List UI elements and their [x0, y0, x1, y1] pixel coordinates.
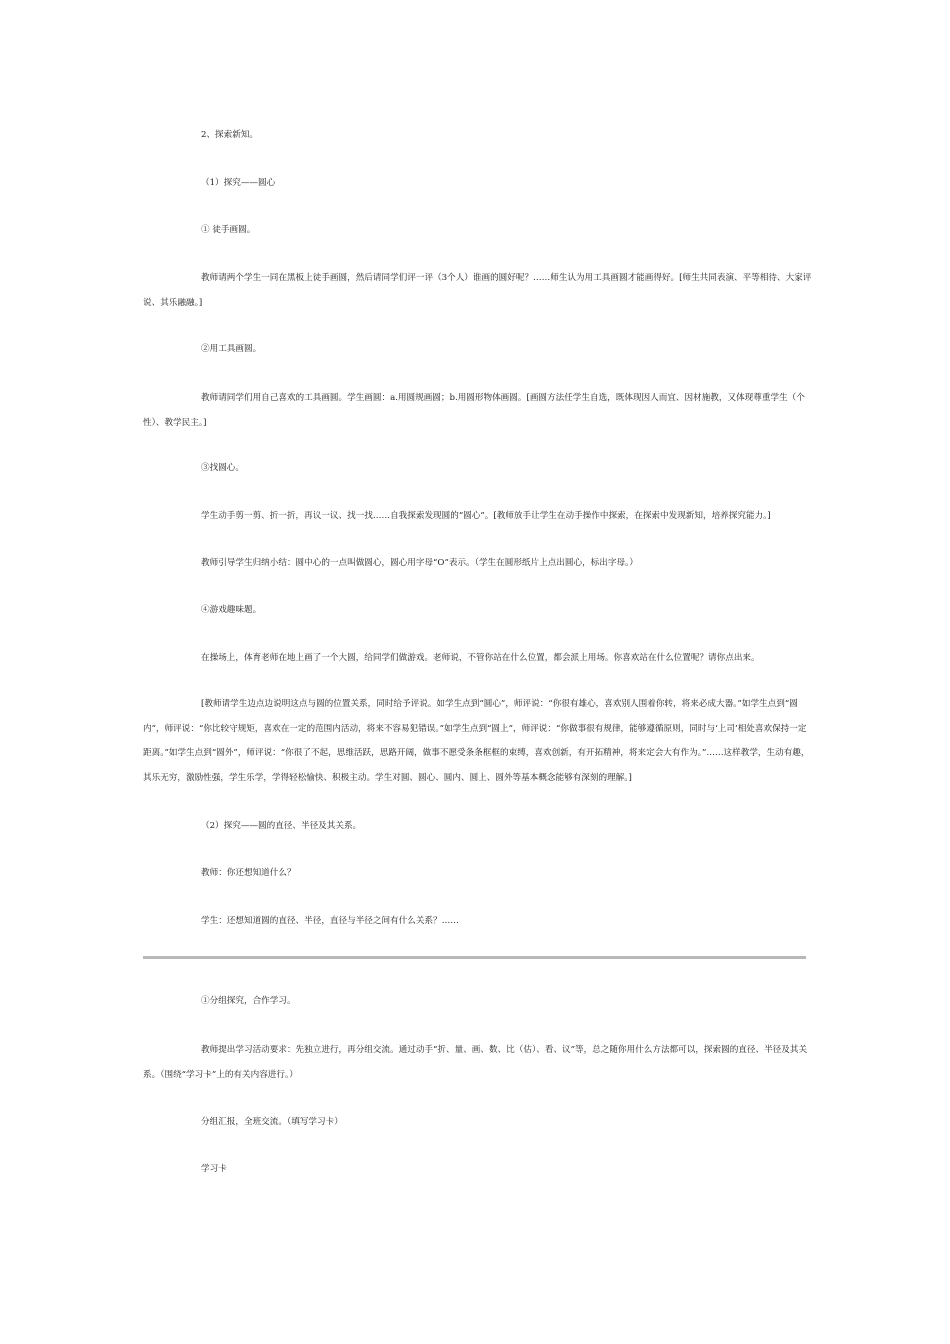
- paragraph: 在操场上，体育老师在地上画了一个大圆，给同学们做游戏。老师说，不管你站在什么位置，都会派上用场。你喜欢站在什么位置呢？请你点出来。: [201, 653, 760, 663]
- paragraph: [教师请学生边点边说明这点与圆的位置关系，同时给予评说。如学生点到“圆心”，师评说：“你很有雄心，喜欢别人围着你转，将来必成大器。”如学生点到“圆内”，师评说：“你比较守规矩，喜欢在一定的范围内活动，将来不容易犯错误。”如学生点到“圆上”，师评说：“你做事很有规律，能够遵循原则，同时与‘上司’相处喜欢保持一定距离。”如学生点到“圆外”，师评说：“你很了不起，思维活跃，思路开阔，做事不愿受条条框框的束缚，喜欢创新，有开拓精神，将来定会大有作为。”……这样教学，生动有趣，其乐无穷，激励性强，学生乐学，学得轻松愉快、积极主动。学生对圆、圆心、圆内、圆上、圆外等基本概念能够有深刻的理解。]: [143, 699, 810, 783]
- paragraph: 学生：还想知道圆的直径、半径，直径与半径之间有什么关系？……: [201, 916, 459, 926]
- subsection-heading: （2）探究——圆的直径、半径及其关系。: [201, 821, 362, 831]
- step-heading: ① 徒手画圆。: [201, 225, 256, 235]
- subsection-heading: （1）探究——圆心: [201, 178, 276, 188]
- step-heading: ②用工具画圆。: [201, 344, 262, 354]
- paragraph: 教师引导学生归纳小结：圆中心的一点叫做圆心，圆心用字母“O”表示。（学生在圆形纸片上点出圆心，标出字母。）: [201, 558, 638, 568]
- step-heading: ③找圆心。: [201, 463, 244, 473]
- section-heading: 2、探索新知。: [201, 130, 259, 140]
- page-divider: [143, 956, 806, 959]
- step-heading: ①分组探究，合作学习。: [201, 996, 296, 1006]
- paragraph: 学生动手剪一剪、折一折，再议一议、找一找……自我探索发现圆的“圆心”。[教师放手让学生在动手操作中探索，在探索中发现新知，培养探究能力。]: [201, 511, 771, 521]
- paragraph: 教师请同学们用自己喜欢的工具画圆。学生画圆：a.用圆规画圆；b.用圆形物体画圆。[画圆方法任学生自选，既体现因人而宜、因材施教，又体现尊重学生（个性）、教学民主。]: [143, 393, 805, 428]
- paragraph: 分组汇报，全班交流。（填写学习卡）: [201, 1117, 343, 1127]
- step-heading: ④游戏趣味题。: [201, 605, 262, 615]
- paragraph: 教师请两个学生一同在黑板上徒手画圆，然后请同学们评一评（3个人）谁画的圆好呢？……师生认为用工具画圆才能画得好。[师生共同表演、平等相待、大家评说、其乐融融。]: [143, 273, 812, 308]
- caption: 学习卡: [201, 1164, 227, 1174]
- paragraph: 教师提出学习活动要求：先独立进行，再分组交流。通过动手“折、量、画、数、比（估）、看、议”等，总之随你用什么方法都可以，探索圆的直径、半径及其关系。（围绕“学习卡”上的有关内容进行。）: [143, 1045, 808, 1080]
- paragraph: 教师：你还想知道什么？: [201, 868, 296, 878]
